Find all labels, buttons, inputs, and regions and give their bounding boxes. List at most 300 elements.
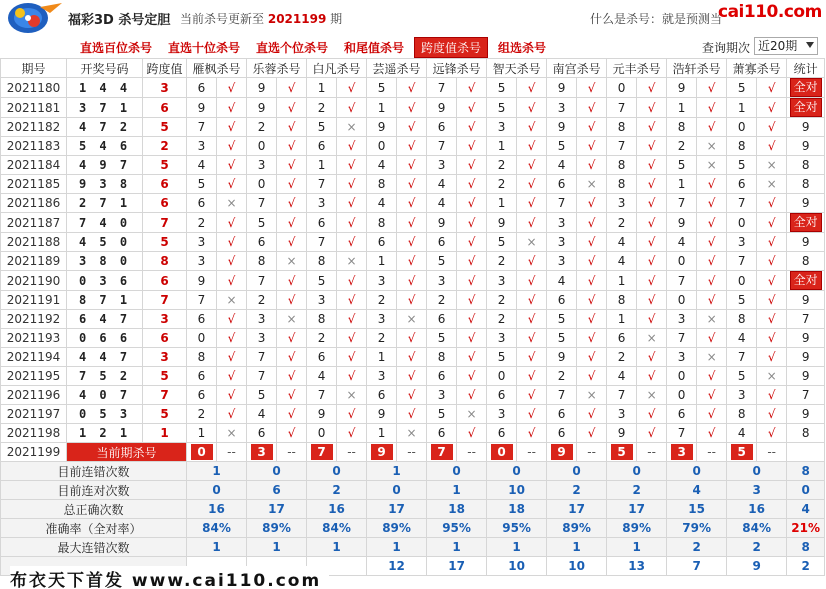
- check-icon: √: [517, 367, 547, 386]
- summary-value: 89%: [607, 519, 667, 538]
- check-icon: √: [577, 98, 607, 118]
- kill-number-cell: 0: [247, 175, 277, 194]
- check-icon: √: [217, 118, 247, 137]
- period-cell: 2021191: [1, 291, 67, 310]
- kill-number-cell: 4: [187, 156, 217, 175]
- kill-number-cell: 8: [247, 252, 277, 271]
- kill-number-cell: 2: [307, 98, 337, 118]
- kill-number-cell: 5: [547, 137, 577, 156]
- summary-value: 17: [247, 500, 307, 519]
- open-number-cell: 9 3 8: [67, 175, 143, 194]
- kill-number-cell: 1: [367, 348, 397, 367]
- check-icon: √: [217, 78, 247, 98]
- check-icon: √: [337, 233, 367, 252]
- span-value-cell: 6: [143, 194, 187, 213]
- kill-number-cell: 9: [307, 405, 337, 424]
- check-icon: √: [757, 424, 787, 443]
- period-cell: 2021188: [1, 233, 67, 252]
- open-number-cell: 0 3 6: [67, 271, 143, 291]
- check-icon: √: [217, 310, 247, 329]
- check-icon: √: [397, 348, 427, 367]
- check-icon: √: [457, 118, 487, 137]
- kill-number-cell: 8: [427, 348, 457, 367]
- kill-number-cell: 5: [727, 367, 757, 386]
- summary-value: 1: [607, 538, 667, 557]
- kill-number-cell: 4: [547, 271, 577, 291]
- period-cell: 2021196: [1, 386, 67, 405]
- check-icon: √: [577, 271, 607, 291]
- kill-number-cell: 4: [367, 194, 397, 213]
- current-kill-number: 5: [611, 444, 633, 460]
- cross-icon: ×: [697, 348, 727, 367]
- check-icon: √: [217, 252, 247, 271]
- check-icon: √: [697, 291, 727, 310]
- span-value-cell: 3: [143, 78, 187, 98]
- period-cell: 2021180: [1, 78, 67, 98]
- nav-sum-tail-kill[interactable]: 和尾值杀号: [344, 41, 405, 55]
- check-icon: √: [457, 175, 487, 194]
- kill-number-cell: 3: [187, 137, 217, 156]
- summary-value: 1: [367, 538, 427, 557]
- check-icon: √: [337, 405, 367, 424]
- summary-value: 17: [547, 500, 607, 519]
- kill-number-cell: 0: [307, 424, 337, 443]
- summary-stat: 0: [787, 481, 825, 500]
- summary-value: 1: [247, 538, 307, 557]
- table-row: [1, 233, 825, 252]
- kill-number-cell: 4: [607, 367, 637, 386]
- nav-span-kill[interactable]: 跨度值杀号: [414, 37, 488, 58]
- summary-value: 17: [427, 557, 487, 576]
- kill-number-cell: 8: [607, 118, 637, 137]
- check-icon: √: [457, 329, 487, 348]
- stat-cell: 8: [787, 175, 825, 194]
- check-icon: √: [757, 310, 787, 329]
- summary-value: 2: [667, 538, 727, 557]
- check-icon: √: [757, 213, 787, 233]
- span-value-cell: 7: [143, 386, 187, 405]
- stat-cell: 9: [787, 194, 825, 213]
- kill-number-cell: 2: [187, 405, 217, 424]
- check-icon: √: [577, 424, 607, 443]
- span-value-cell: 3: [143, 310, 187, 329]
- check-icon: √: [757, 137, 787, 156]
- check-icon: √: [577, 310, 607, 329]
- open-number-cell: 4 7 2: [67, 118, 143, 137]
- check-icon: √: [397, 118, 427, 137]
- check-icon: √: [217, 271, 247, 291]
- summary-value: 0: [427, 462, 487, 481]
- help-text: 什么是杀号：就是预测当: [590, 12, 723, 26]
- check-icon: √: [697, 175, 727, 194]
- summary-stat: 2: [787, 557, 825, 576]
- kill-number-cell: 6: [427, 118, 457, 137]
- check-icon: √: [277, 156, 307, 175]
- kill-number-cell: 3: [547, 252, 577, 271]
- nav-units-kill[interactable]: 直选个位杀号: [256, 41, 329, 55]
- stat-cell: [787, 98, 825, 118]
- check-icon: √: [337, 271, 367, 291]
- kill-number-cell: 0: [667, 291, 697, 310]
- stat-cell: 7: [787, 310, 825, 329]
- kill-number-cell: 9: [247, 78, 277, 98]
- check-icon: √: [397, 233, 427, 252]
- kill-number-cell: 1: [367, 424, 397, 443]
- kill-number-cell: 3: [487, 405, 517, 424]
- current-kill-cell: [307, 443, 337, 462]
- current-kill-cell: [187, 443, 217, 462]
- kill-number-cell: 8: [607, 175, 637, 194]
- period-cell: 2021183: [1, 137, 67, 156]
- check-icon: √: [577, 137, 607, 156]
- kill-number-cell: 5: [487, 233, 517, 252]
- check-icon: √: [337, 98, 367, 118]
- kill-number-cell: 7: [247, 348, 277, 367]
- check-icon: √: [217, 386, 247, 405]
- cross-icon: ×: [697, 156, 727, 175]
- summary-label: 最大连错次数: [1, 538, 187, 557]
- check-icon: √: [757, 405, 787, 424]
- summary-value: 84%: [307, 519, 367, 538]
- check-icon: √: [337, 156, 367, 175]
- stat-cell: [787, 213, 825, 233]
- kill-number-cell: 3: [427, 156, 457, 175]
- period-label: 查询期次: [702, 41, 751, 55]
- period-cell: 2021190: [1, 271, 67, 291]
- check-icon: √: [637, 291, 667, 310]
- check-icon: √: [217, 233, 247, 252]
- check-icon: √: [277, 405, 307, 424]
- check-icon: √: [637, 78, 667, 98]
- check-icon: √: [517, 137, 547, 156]
- check-icon: √: [337, 78, 367, 98]
- summary-value: 17: [367, 500, 427, 519]
- kill-number-cell: 5: [727, 78, 757, 98]
- kill-number-cell: 5: [367, 78, 397, 98]
- kill-number-cell: 5: [547, 310, 577, 329]
- kill-number-cell: 2: [487, 310, 517, 329]
- kill-number-cell: 3: [307, 194, 337, 213]
- dash-cell: --: [457, 443, 487, 462]
- all-correct-badge: 全对: [790, 98, 822, 117]
- span-value-cell: 2: [143, 137, 187, 156]
- stat-cell: 9: [787, 405, 825, 424]
- check-icon: √: [757, 118, 787, 137]
- summary-value: 10: [487, 481, 547, 500]
- kill-number-cell: 0: [247, 137, 277, 156]
- check-icon: √: [277, 98, 307, 118]
- summary-value: 16: [727, 500, 787, 519]
- check-icon: √: [517, 78, 547, 98]
- open-number-cell: 1 4 4: [67, 78, 143, 98]
- col-expert: 芸遥杀号: [367, 59, 427, 78]
- span-value-cell: 3: [143, 348, 187, 367]
- check-icon: √: [637, 405, 667, 424]
- cross-icon: ×: [277, 310, 307, 329]
- check-icon: √: [337, 175, 367, 194]
- cross-icon: ×: [397, 310, 427, 329]
- check-icon: √: [517, 329, 547, 348]
- table-header-row: [1, 59, 825, 78]
- summary-value: 0: [307, 462, 367, 481]
- check-icon: √: [637, 310, 667, 329]
- kill-number-cell: 7: [307, 233, 337, 252]
- kill-number-cell: 3: [307, 291, 337, 310]
- summary-row: [1, 462, 825, 481]
- open-number-cell: 0 5 3: [67, 405, 143, 424]
- current-kill-number: 3: [671, 444, 693, 460]
- summary-value: 0: [187, 481, 247, 500]
- kill-number-cell: 6: [187, 194, 217, 213]
- table-row: [1, 175, 825, 194]
- check-icon: √: [277, 233, 307, 252]
- kill-number-cell: 6: [307, 213, 337, 233]
- kill-number-cell: 2: [607, 213, 637, 233]
- kill-table: [0, 58, 825, 576]
- table-row: [1, 78, 825, 98]
- open-number-cell: 4 5 0: [67, 233, 143, 252]
- col-expert: 远锋杀号: [427, 59, 487, 78]
- empty-cell: [787, 443, 825, 462]
- stat-cell: 9: [787, 233, 825, 252]
- check-icon: √: [517, 118, 547, 137]
- kill-number-cell: 2: [607, 348, 637, 367]
- current-kill-label: 当前期杀号: [67, 443, 187, 462]
- check-icon: √: [337, 194, 367, 213]
- summary-row: [1, 481, 825, 500]
- check-icon: √: [637, 252, 667, 271]
- period-select[interactable]: [754, 37, 818, 55]
- cross-icon: ×: [697, 310, 727, 329]
- cross-icon: ×: [637, 329, 667, 348]
- kill-number-cell: 6: [667, 405, 697, 424]
- nav-tens-kill[interactable]: 直选十位杀号: [168, 41, 241, 55]
- kill-number-cell: 6: [547, 424, 577, 443]
- period-cell: 2021193: [1, 329, 67, 348]
- kill-number-cell: 0: [607, 78, 637, 98]
- cross-icon: ×: [697, 137, 727, 156]
- kill-number-cell: 3: [187, 233, 217, 252]
- kill-number-cell: 2: [247, 291, 277, 310]
- open-number-cell: 8 7 1: [67, 291, 143, 310]
- cross-icon: ×: [337, 252, 367, 271]
- kill-number-cell: 3: [607, 405, 637, 424]
- check-icon: √: [397, 156, 427, 175]
- check-icon: √: [397, 213, 427, 233]
- check-icon: √: [397, 194, 427, 213]
- check-icon: √: [577, 367, 607, 386]
- table-row: [1, 348, 825, 367]
- check-icon: √: [457, 348, 487, 367]
- kill-number-cell: 2: [367, 329, 397, 348]
- summary-value: 1: [547, 538, 607, 557]
- kill-number-cell: 8: [667, 118, 697, 137]
- dash-cell: --: [217, 443, 247, 462]
- current-kill-cell: [367, 443, 397, 462]
- kill-number-cell: 0: [667, 386, 697, 405]
- open-number-cell: 4 4 7: [67, 348, 143, 367]
- table-row: [1, 194, 825, 213]
- check-icon: √: [397, 367, 427, 386]
- summary-value: 2: [307, 481, 367, 500]
- kill-number-cell: 5: [487, 78, 517, 98]
- kill-number-cell: 6: [487, 424, 517, 443]
- check-icon: √: [457, 137, 487, 156]
- kill-number-cell: 2: [487, 252, 517, 271]
- check-icon: √: [217, 213, 247, 233]
- summary-row: [1, 538, 825, 557]
- col-expert: 南宫杀号: [547, 59, 607, 78]
- summary-value: 15: [667, 500, 727, 519]
- kill-number-cell: 4: [307, 367, 337, 386]
- period-cell: 2021184: [1, 156, 67, 175]
- summary-value: 16: [187, 500, 247, 519]
- cross-icon: ×: [757, 156, 787, 175]
- check-icon: √: [697, 118, 727, 137]
- top-bar: [0, 0, 826, 36]
- update-period: 2021199: [267, 12, 327, 26]
- kill-number-cell: 7: [727, 348, 757, 367]
- kill-number-cell: 9: [547, 118, 577, 137]
- check-icon: √: [517, 291, 547, 310]
- nav-hundreds-kill[interactable]: 直选百位杀号: [80, 41, 153, 55]
- update-suffix: 期: [330, 12, 343, 26]
- check-icon: √: [277, 194, 307, 213]
- summary-value: 1: [487, 538, 547, 557]
- summary-value: 0: [487, 462, 547, 481]
- kill-number-cell: 6: [487, 386, 517, 405]
- summary-value: 79%: [667, 519, 727, 538]
- kill-number-cell: 4: [367, 156, 397, 175]
- check-icon: √: [697, 98, 727, 118]
- check-icon: √: [697, 194, 727, 213]
- kill-number-cell: 5: [187, 175, 217, 194]
- kill-number-cell: 5: [247, 386, 277, 405]
- summary-value: 89%: [547, 519, 607, 538]
- span-value-cell: 7: [143, 213, 187, 233]
- check-icon: √: [457, 213, 487, 233]
- kill-number-cell: 3: [247, 329, 277, 348]
- current-kill-cell: [667, 443, 697, 462]
- kill-number-cell: 2: [487, 156, 517, 175]
- dash-cell: --: [637, 443, 667, 462]
- kill-number-cell: 5: [727, 291, 757, 310]
- kill-number-cell: 7: [727, 252, 757, 271]
- site-logo[interactable]: cai110.com: [718, 2, 822, 22]
- kill-number-cell: 0: [667, 367, 697, 386]
- kill-number-cell: 4: [727, 329, 757, 348]
- kill-number-cell: 2: [247, 118, 277, 137]
- check-icon: √: [277, 271, 307, 291]
- kill-number-cell: 1: [667, 175, 697, 194]
- dash-cell: --: [277, 443, 307, 462]
- cross-icon: ×: [337, 386, 367, 405]
- check-icon: √: [217, 405, 247, 424]
- kill-number-cell: 7: [667, 194, 697, 213]
- check-icon: √: [517, 310, 547, 329]
- cross-icon: ×: [637, 386, 667, 405]
- check-icon: √: [457, 233, 487, 252]
- check-icon: √: [637, 137, 667, 156]
- check-icon: √: [637, 175, 667, 194]
- summary-value: 1: [427, 481, 487, 500]
- summary-value: 89%: [367, 519, 427, 538]
- kill-number-cell: 8: [727, 137, 757, 156]
- check-icon: √: [517, 252, 547, 271]
- kill-number-cell: 2: [307, 329, 337, 348]
- kill-number-cell: 0: [727, 118, 757, 137]
- check-icon: √: [757, 233, 787, 252]
- kill-number-cell: 5: [667, 156, 697, 175]
- period-cell: 2021192: [1, 310, 67, 329]
- cross-icon: ×: [217, 291, 247, 310]
- period-cell: 2021185: [1, 175, 67, 194]
- summary-value: 6: [247, 481, 307, 500]
- span-value-cell: 6: [143, 329, 187, 348]
- table-row: [1, 271, 825, 291]
- kill-number-cell: 6: [547, 175, 577, 194]
- kill-number-cell: 1: [307, 156, 337, 175]
- col-open-number: 开奖号码: [67, 59, 143, 78]
- summary-row: [1, 500, 825, 519]
- stat-cell: 9: [787, 291, 825, 310]
- period-cell: 2021195: [1, 367, 67, 386]
- cross-icon: ×: [757, 175, 787, 194]
- check-icon: √: [277, 213, 307, 233]
- summary-value: 0: [247, 462, 307, 481]
- check-icon: √: [757, 78, 787, 98]
- kill-number-cell: 6: [187, 78, 217, 98]
- span-value-cell: 6: [143, 271, 187, 291]
- dash-cell: --: [397, 443, 427, 462]
- kill-number-cell: 0: [367, 137, 397, 156]
- check-icon: √: [457, 271, 487, 291]
- kill-number-cell: 9: [427, 98, 457, 118]
- table-row: [1, 213, 825, 233]
- kill-number-cell: 3: [247, 310, 277, 329]
- summary-value: 0: [547, 462, 607, 481]
- kill-number-cell: 2: [187, 213, 217, 233]
- current-kill-cell: [727, 443, 757, 462]
- summary-value: 1: [187, 538, 247, 557]
- summary-value: 9: [727, 557, 787, 576]
- summary-label: 目前连对次数: [1, 481, 187, 500]
- nav-group-kill[interactable]: 组选杀号: [498, 41, 547, 55]
- lottery-logo-icon: [6, 1, 64, 35]
- check-icon: √: [517, 98, 547, 118]
- summary-row: [1, 519, 825, 538]
- dash-cell: --: [697, 443, 727, 462]
- check-icon: √: [397, 271, 427, 291]
- kill-number-cell: 7: [667, 271, 697, 291]
- check-icon: √: [397, 291, 427, 310]
- stat-cell: 8: [787, 252, 825, 271]
- kill-number-cell: 8: [727, 310, 757, 329]
- table-row: [1, 156, 825, 175]
- stat-cell: 9: [787, 367, 825, 386]
- check-icon: √: [457, 291, 487, 310]
- summary-value: 0: [667, 462, 727, 481]
- chevron-down-icon[interactable]: [806, 42, 814, 48]
- kill-number-cell: 5: [487, 348, 517, 367]
- summary-value: 17: [607, 500, 667, 519]
- summary-label: 总正确次数: [1, 500, 187, 519]
- kill-number-cell: 7: [427, 137, 457, 156]
- kill-number-cell: 6: [727, 175, 757, 194]
- kill-number-cell: 3: [727, 386, 757, 405]
- kill-number-cell: 3: [247, 156, 277, 175]
- check-icon: √: [457, 98, 487, 118]
